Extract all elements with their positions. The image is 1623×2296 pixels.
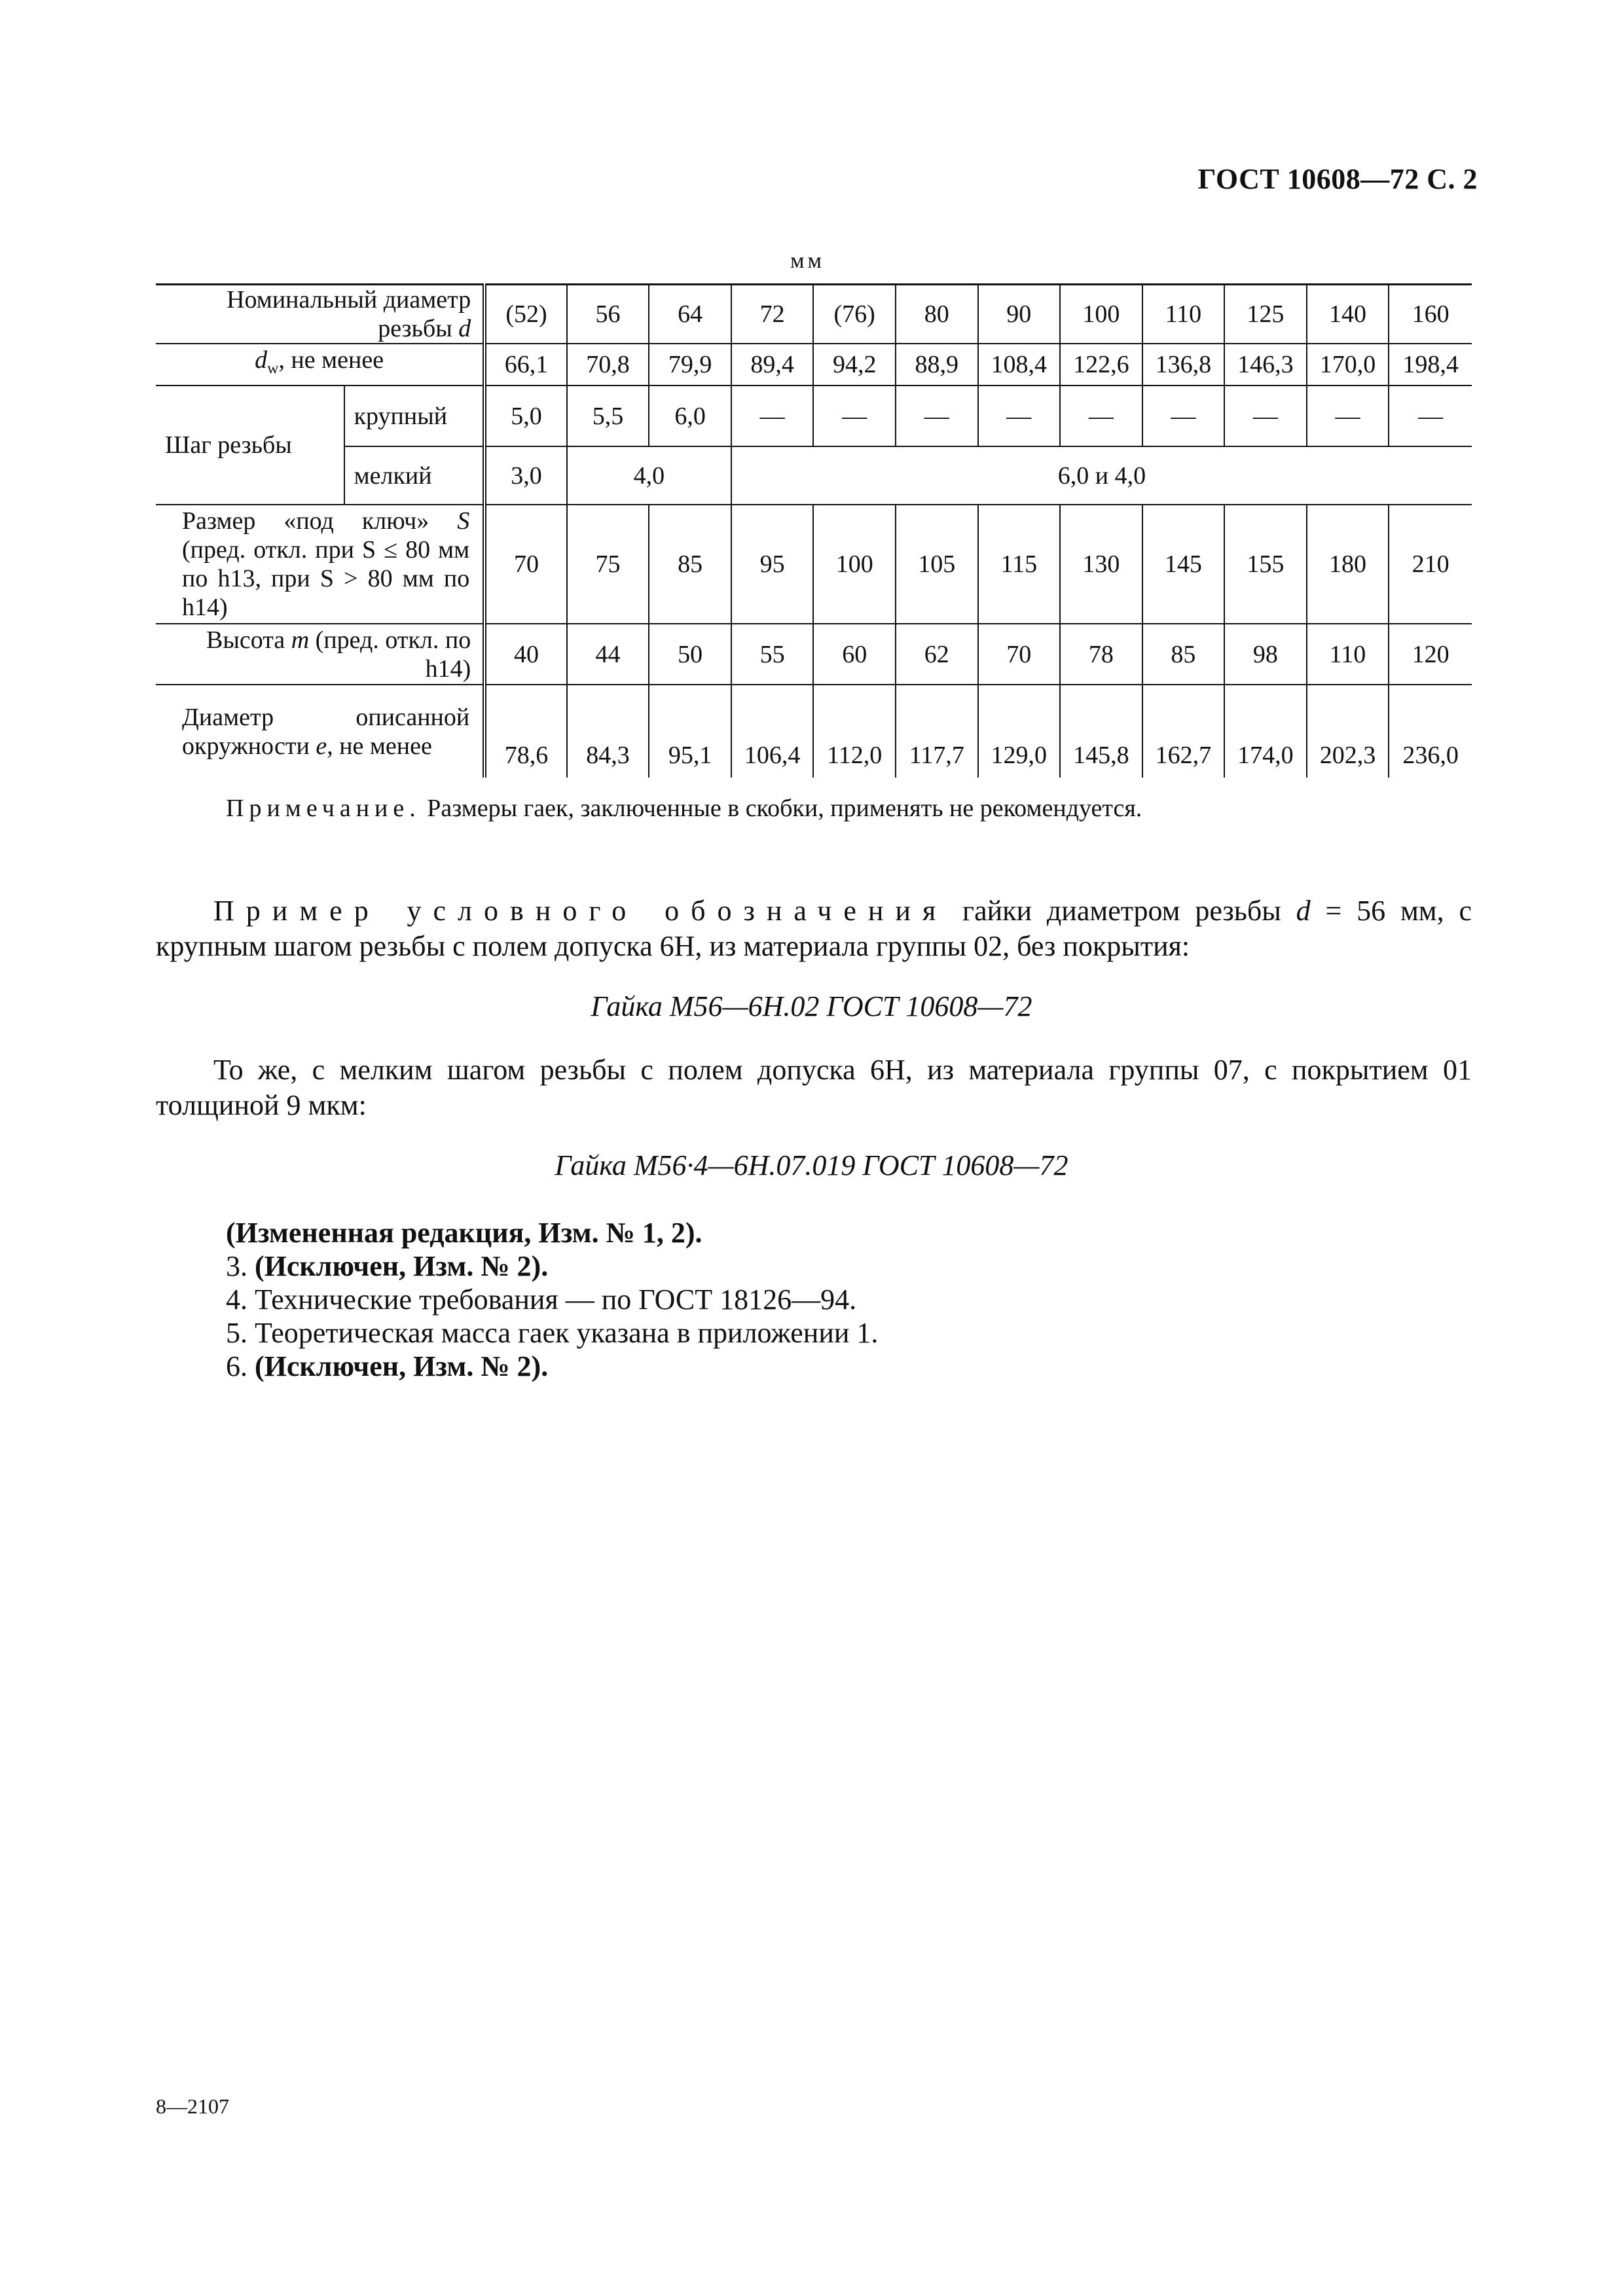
designation-2: Гайка М56·4—6Н.07.019 ГОСТ 10608—72 <box>555 1149 1068 1181</box>
table-cell: 5,0 <box>484 386 567 446</box>
table-cell: — <box>1142 386 1225 446</box>
table-cell: 155 <box>1224 505 1307 624</box>
changed-edition: (Измененная редакция, Изм. № 1, 2). <box>226 1217 702 1249</box>
table-cell: 125 <box>1224 285 1307 344</box>
table-cell: 50 <box>649 624 731 685</box>
table-cell: 3,0 <box>484 446 567 505</box>
table-cell: 160 <box>1389 285 1472 344</box>
table-cell: 145 <box>1142 505 1225 624</box>
table-cell: 78 <box>1060 624 1142 685</box>
coarse-label: крупный <box>344 386 485 446</box>
table-cell: 84,3 <box>567 685 649 778</box>
table-cell: 122,6 <box>1060 344 1142 386</box>
table-cell: — <box>1307 386 1389 446</box>
table-cell: 88,9 <box>896 344 978 386</box>
table-cell: — <box>813 386 896 446</box>
table-cell: 106,4 <box>731 685 814 778</box>
table-cell: 105 <box>896 505 978 624</box>
table-cell: 40 <box>484 624 567 685</box>
table-cell: — <box>896 386 978 446</box>
table-cell: (52) <box>484 285 567 344</box>
table-cell: 95 <box>731 505 814 624</box>
table-cell: 90 <box>978 285 1061 344</box>
table-cell: 64 <box>649 285 731 344</box>
table-cell: 170,0 <box>1307 344 1389 386</box>
dw-label: $d_w$, не менее <box>156 344 484 386</box>
table-cell: — <box>1389 386 1472 446</box>
clause-6: 6. (Исключен, Изм. № 2). <box>226 1350 549 1382</box>
table-cell: 80 <box>896 285 978 344</box>
table-cell: 180 <box>1307 505 1389 624</box>
diameter-row <box>156 285 1472 344</box>
wrench-row <box>156 505 1472 624</box>
diameter-label: Номинальный диаметр резьбы d <box>156 285 484 344</box>
coarse-pitch-row <box>156 386 1472 446</box>
page-footer-code: 8—2107 <box>156 2094 229 2118</box>
dimensions-table <box>156 283 1472 778</box>
table-cell: 98 <box>1224 624 1307 685</box>
table-cell: 6,0 и 4,0 <box>731 446 1472 505</box>
table-cell: 95,1 <box>649 685 731 778</box>
table-cell: 174,0 <box>1224 685 1307 778</box>
table-cell: 136,8 <box>1142 344 1225 386</box>
table-units: мм <box>790 249 826 273</box>
table-cell: — <box>731 386 814 446</box>
wrench-label: Размер «под ключ» S (пред. откл. при S ≤ 80 мм по h13, при S > 80 мм по h14) <box>156 505 484 624</box>
table-cell: 110 <box>1307 624 1389 685</box>
table-cell: 100 <box>1060 285 1142 344</box>
table-cell: 70 <box>484 505 567 624</box>
table-cell: 162,7 <box>1142 685 1225 778</box>
table-cell: 100 <box>813 505 896 624</box>
example-paragraph-1: Пример условного обозначения гайки диаметром резьбы d = 56 мм, с крупным шагом резьбы с полем допуска 6H, из материала группы 02, без покрытия: <box>156 895 1472 962</box>
designation-1: Гайка М56—6Н.02 ГОСТ 10608—72 <box>591 990 1032 1022</box>
table-cell: 79,9 <box>649 344 731 386</box>
table-cell: 56 <box>567 285 649 344</box>
table-cell: 210 <box>1389 505 1472 624</box>
table-cell: 66,1 <box>484 344 567 386</box>
table-cell: 78,6 <box>484 685 567 778</box>
table-cell: 94,2 <box>813 344 896 386</box>
table-cell: 112,0 <box>813 685 896 778</box>
table-cell: 117,7 <box>896 685 978 778</box>
table-cell: 5,5 <box>567 386 649 446</box>
height-label: Высота m (пред. откл. по h14) <box>156 624 484 685</box>
table-cell: 72 <box>731 285 814 344</box>
clause-5: 5. Теоретическая масса гаек указана в приложении 1. <box>226 1317 879 1349</box>
table-cell: 62 <box>896 624 978 685</box>
table-cell: 198,4 <box>1389 344 1472 386</box>
table-cell: 120 <box>1389 624 1472 685</box>
table-cell: 140 <box>1307 285 1389 344</box>
table-cell: — <box>978 386 1061 446</box>
fine-label: мелкий <box>344 446 485 505</box>
table-cell: — <box>1224 386 1307 446</box>
table-cell: 89,4 <box>731 344 814 386</box>
table-cell: 129,0 <box>978 685 1061 778</box>
table-cell: 108,4 <box>978 344 1061 386</box>
circ-label: Диаметр описанной окружности e, не менее <box>156 685 484 778</box>
table-cell: 75 <box>567 505 649 624</box>
dw-row <box>156 344 1472 386</box>
table-cell: 146,3 <box>1224 344 1307 386</box>
table-cell: 110 <box>1142 285 1225 344</box>
table-cell: 85 <box>1142 624 1225 685</box>
table-cell: 4,0 <box>567 446 731 505</box>
clause-4: 4. Технические требования — по ГОСТ 18126—94. <box>226 1283 857 1316</box>
table-cell: 85 <box>649 505 731 624</box>
page-header: ГОСТ 10608—72 С. 2 <box>1197 163 1478 195</box>
clauses-list <box>226 1216 878 1383</box>
clause-3: 3. (Исключен, Изм. № 2). <box>226 1250 549 1282</box>
table-cell: 6,0 <box>649 386 731 446</box>
table-cell: 236,0 <box>1402 742 1459 769</box>
table-cell: 115 <box>978 505 1061 624</box>
table-cell: 60 <box>813 624 896 685</box>
table-cell: 70,8 <box>567 344 649 386</box>
circumscribed-row <box>156 685 1472 778</box>
fine-pitch-row <box>156 446 1472 505</box>
table-cell: 130 <box>1060 505 1142 624</box>
example-paragraph-2: То же, с мелким шагом резьбы с полем допуска 6Н, из материала группы 07, с покрытием 01 толщиной 9 мкм: <box>156 1054 1472 1121</box>
table-cell: 70 <box>978 624 1061 685</box>
table-cell: 55 <box>731 624 814 685</box>
table-cell: (76) <box>813 285 896 344</box>
table-note: Примечание. Размеры гаек, заключенные в скобки, применять не рекомендуется. <box>226 795 1142 822</box>
table-cell: 145,8 <box>1060 685 1142 778</box>
table-cell: 44 <box>567 624 649 685</box>
height-row <box>156 624 1472 685</box>
table-cell: 202,3 <box>1307 685 1389 778</box>
table-cell: — <box>1060 386 1142 446</box>
pitch-label: Шаг резьбы <box>156 386 344 505</box>
